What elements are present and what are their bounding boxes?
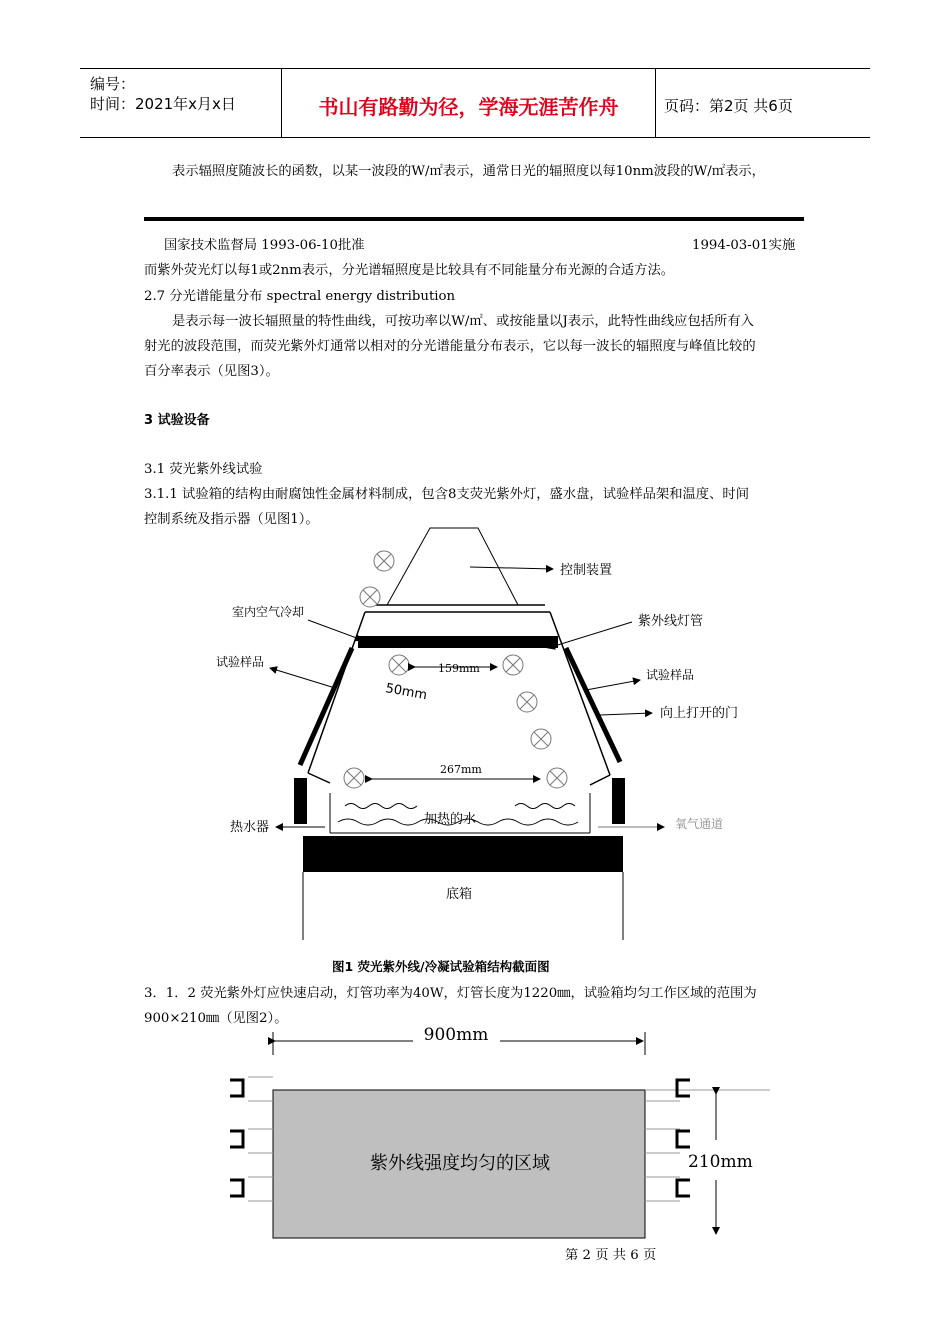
label-dim-159: 159mm xyxy=(438,662,480,675)
label-900mm: 900mm xyxy=(423,1025,489,1045)
lamp-icon xyxy=(360,587,380,607)
approval-left: 国家技术监督局 1993-06-10批准 xyxy=(164,238,365,253)
approval-right: 1994-03-01实施 xyxy=(692,238,796,253)
paragraph-line: 表示辐照度随波长的函数，以某一波段的W/㎡表示，通常日光的辐照度以每10nm波段的W/㎡表示， xyxy=(172,164,765,179)
page-label: 页码：第2页 共6页 xyxy=(664,97,793,115)
motto-text: 书山有路勤为径，学海无涯苦作舟 xyxy=(318,95,619,119)
label-210mm: 210mm xyxy=(688,1152,753,1172)
paragraph-line: 是表示每一波长辐照量的特性曲线，可按功率以W/㎡、或按能量以J表示，此特性曲线应包括所有入 xyxy=(172,314,754,329)
label-door: 向上打开的门 xyxy=(660,706,739,721)
label-dim-50: 50mm xyxy=(384,681,429,704)
section-heading: 2.7 分光谱能量分布 spectral energy distribution xyxy=(144,289,456,304)
section-heading: 3 试验设备 xyxy=(144,413,210,428)
lamp-icon xyxy=(503,655,523,675)
lamp-icon xyxy=(344,768,364,788)
label-uniform-area: 紫外线强度均匀的区域 xyxy=(370,1153,550,1174)
label-control: 控制装置 xyxy=(560,563,613,578)
lamp-icon xyxy=(517,692,537,712)
page-footer: 第 2 页 共 6 页 xyxy=(565,1248,657,1263)
paragraph-line: 百分率表示（见图3）。 xyxy=(144,364,279,379)
paragraph-line: 3．1．2 荧光紫外灯应快速启动，灯管功率为40W，灯管长度为1220㎜，试验箱均匀工作区域的范围为 xyxy=(144,986,757,1001)
label-room-air: 室内空气冷却 xyxy=(232,605,305,619)
label-base: 底箱 xyxy=(446,887,473,902)
figure1-caption: 图1 荧光紫外线/冷凝试验箱结构截面图 xyxy=(332,959,550,974)
paragraph-line: 900×210㎜（见图2）。 xyxy=(144,1011,288,1026)
paragraph-line: 射光的波段范围，而荧光紫外灯通常以相对的分光谱能量分布表示，它以每一波长的辐照度与峰值比较的 xyxy=(144,339,756,354)
lamp-icon xyxy=(547,768,567,788)
lamp-icon xyxy=(531,729,551,749)
label-sample-right: 试验样品 xyxy=(646,668,695,682)
number-label: 编号： xyxy=(90,75,136,93)
label-sample-left: 试验样品 xyxy=(216,655,265,669)
lamp-icon xyxy=(374,551,394,571)
label-water: 加热的水 xyxy=(424,812,477,827)
label-dim-267: 267mm xyxy=(440,763,482,776)
label-oxygen: 氧气通道 xyxy=(675,817,724,831)
paragraph-line: 3.1.1 试验箱的结构由耐腐蚀性金属材料制成，包含8支荧光紫外灯，盛水盘，试验样品架和温度、时间 xyxy=(144,487,749,502)
label-heater: 热水器 xyxy=(230,820,270,835)
paragraph-line: 控制系统及指示器（见图1）。 xyxy=(144,512,319,527)
section-heading: 3.1 荧光紫外线试验 xyxy=(144,462,263,477)
label-uv-tube: 紫外线灯管 xyxy=(638,614,704,629)
paragraph-line: 而紫外荧光灯以每1或2nm表示，分光谱辐照度是比较具有不同能量分布光源的合适方法。 xyxy=(144,263,675,278)
date-label: 时间：2021年x月x日 xyxy=(90,95,236,113)
lamp-icon xyxy=(389,655,409,675)
